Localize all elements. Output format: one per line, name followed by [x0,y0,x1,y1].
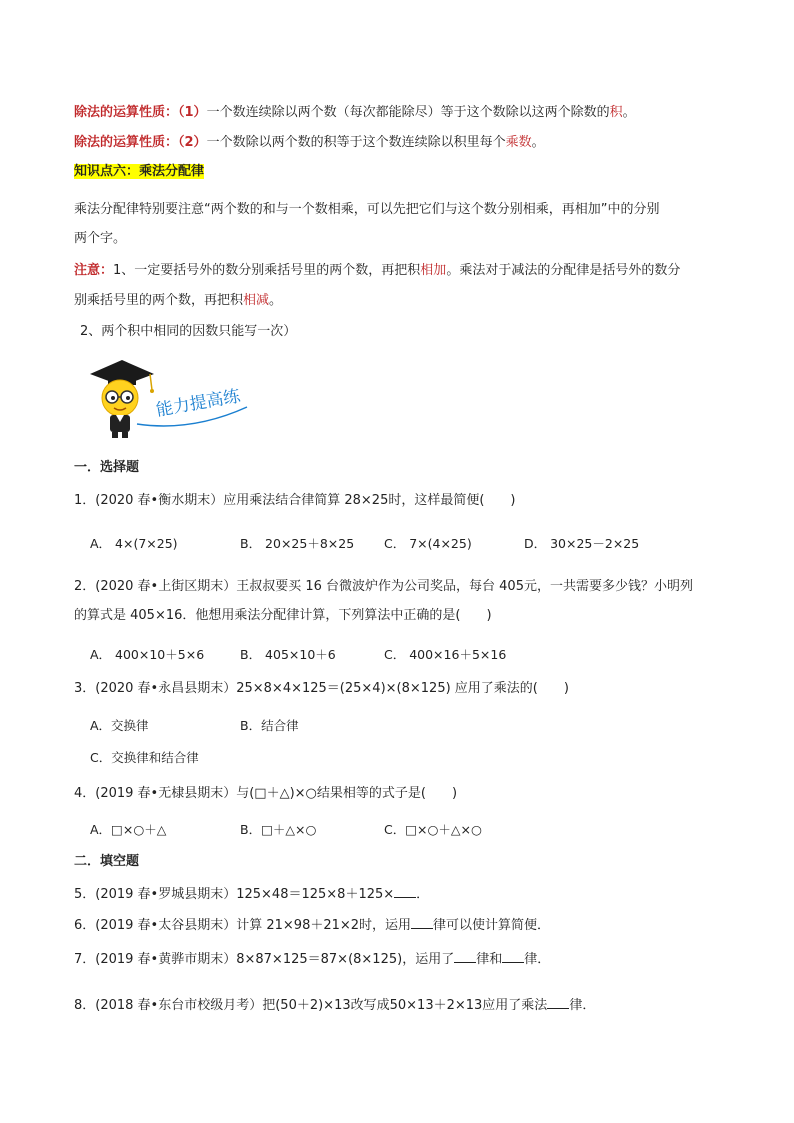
note-line1: 注意：1、一定要括号外的数分别乘括号里的两个数，再把积相加。乘法对于减法的分配律是括号外的数分 [74,263,681,278]
ability-banner [82,352,257,442]
question-7: 7．(2019 春•黄骅市期末）8×87×125＝87×(8×125)，运用了 律和 律． [74,952,551,967]
q2-option-c[interactable]: C． 400×16＋5×16 [384,647,507,662]
q4-option-c[interactable]: C．□×○＋△×○ [384,822,482,837]
q2-option-a[interactable]: A． 400×10＋5×6 [90,647,205,662]
knowledge-point-6: 知识点六：乘法分配律 [74,164,205,179]
question-4-stem: 4．(2019 春•无棣县期末）与(□＋△)×○结果相等的式子是( ) [74,786,458,801]
section-fill-title: 二．填空题 [74,854,140,869]
distributive-desc-line1: 乘法分配律特别要注意“两个数的和与一个数相乘，可以先把它们与这个数分别相乘，再相加”中的分别 [74,202,660,217]
q8-blank[interactable] [547,996,569,1009]
question-3-stem: 3．(2020 春•永昌县期末）25×8×4×125＝(25×4)×(8×125) 应用了乘法的( ) [74,681,569,696]
q2-option-b[interactable]: B． 405×10＋6 [240,647,336,662]
q1-option-d[interactable]: D． 30×25－2×25 [524,536,640,551]
question-1-stem: 1．(2020 春•衡水期末）应用乘法结合律简算 28×25时，这样最简便( ) [74,493,516,508]
question-2-stem-line1: 2．(2020 春•上街区期末）王叔叔要买 16 台微波炉作为公司奖品，每台 405元，一共需要多少钱？小明列 [74,579,693,594]
q4-option-b[interactable]: B．□＋△×○ [240,822,317,837]
question-5: 5．(2019 春•罗城县期末）125×48＝125×8＋125× ． [74,887,430,902]
note-line2: 别乘括号里的两个数，再把积相减。 [74,293,283,308]
property-label: 除法的运算性质： [74,135,179,150]
property-label: 除法的运算性质： [74,105,179,120]
q3-option-c[interactable]: C．交换律和结合律 [90,750,199,765]
q3-option-a[interactable]: A．交换律 [90,718,149,733]
q1-option-b[interactable]: B． 20×25＋8×25 [240,536,355,551]
note-line3: 2、两个积中相同的因数只能写一次） [80,324,297,339]
question-2-stem-line2: 的算式是 405×16．他想用乘法分配律计算，下列算法中正确的是( ) [74,608,492,623]
q5-blank[interactable] [394,885,416,898]
q3-option-b[interactable]: B．结合律 [240,718,299,733]
q7-blank-2[interactable] [502,950,524,963]
q7-blank-1[interactable] [454,950,476,963]
division-property-2: 除法的运算性质：（2）一个数除以两个数的积等于这个数连续除以积里每个乘数。 [74,135,545,150]
division-property-1: 除法的运算性质：（1）一个数连续除以两个数（每次都能除尽）等于这个数除以这两个除数的积。 [74,105,636,120]
q6-blank[interactable] [411,916,433,929]
banner-text: 能力提高练 [154,386,242,421]
q1-option-a[interactable]: A． 4×(7×25) [90,536,178,551]
q1-option-c[interactable]: C． 7×(4×25) [384,536,472,551]
question-8: 8．(2018 春•东台市校级月考）把(50＋2)×13改写成50×13＋2×13应用了乘法 律． [74,998,596,1013]
distributive-desc-line2: 两个字。 [74,231,127,246]
q4-option-a[interactable]: A．□×○＋△ [90,822,167,837]
question-6: 6．(2019 春•太谷县期末）计算 21×98＋21×2时，运用 律可以使计算简便． [74,918,551,933]
section-choice-title: 一．选择题 [74,460,140,475]
note-label: 注意： [74,263,114,278]
